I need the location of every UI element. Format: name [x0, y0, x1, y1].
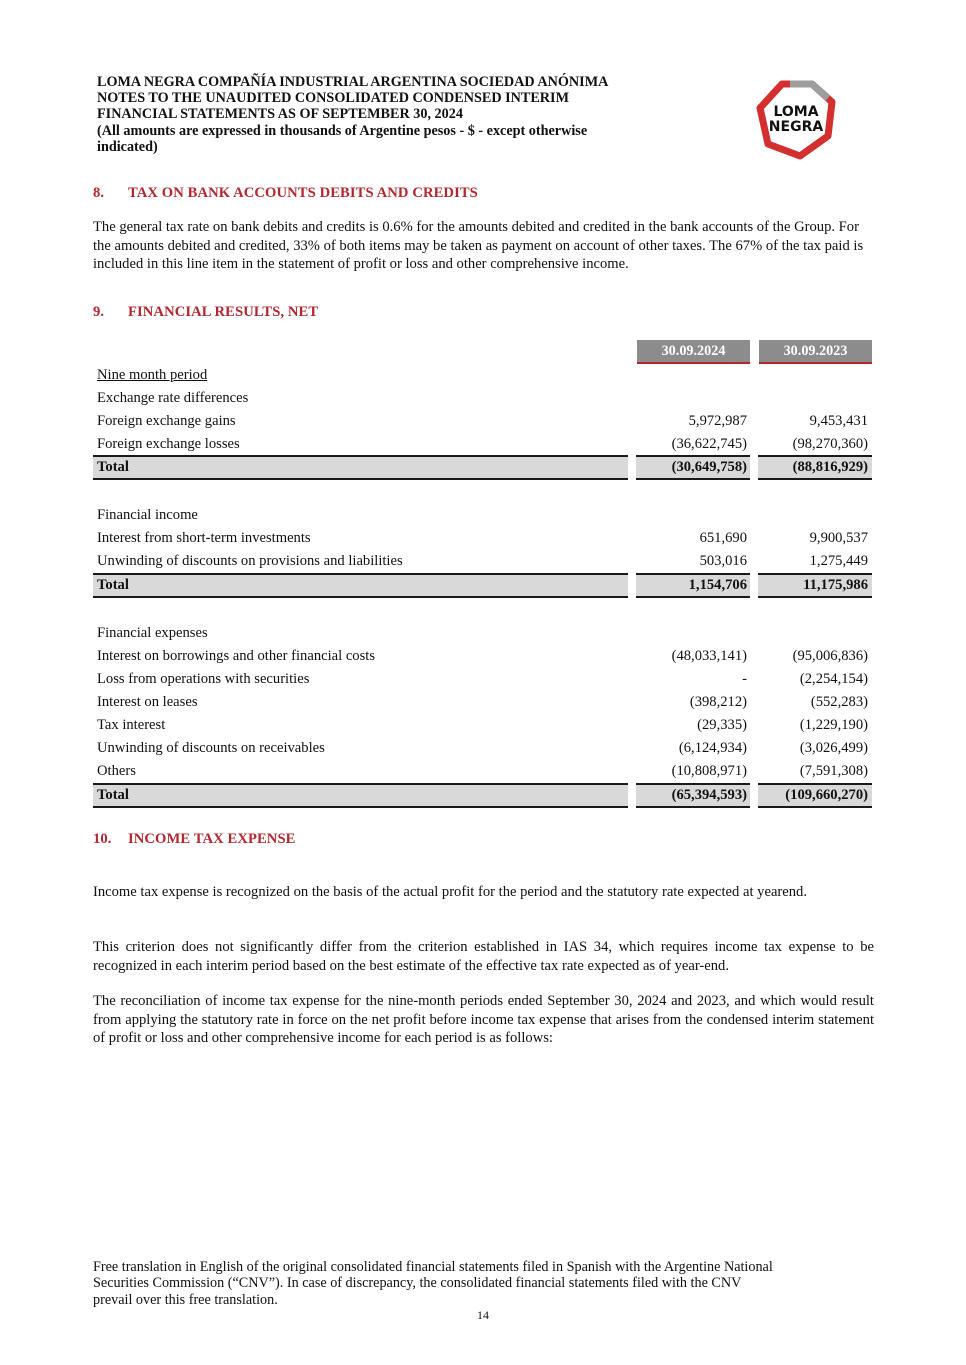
table-row [93, 527, 873, 550]
total-2024: 1,154,706 [688, 577, 747, 593]
section-8-heading: TAX ON BANK ACCOUNTS DEBITS AND CREDITS [128, 185, 478, 201]
page-number: 14 [477, 1308, 489, 1322]
total-label: Total [97, 459, 129, 475]
section-10-paragraph-2: This criterion does not significantly differ from the criterion established in IAS 34, which requires income tax expense to be recognized in each interim period based on the best estimate of the effective tax rate expected as of year-end. [93, 939, 874, 974]
value-2024: 503,016 [699, 553, 747, 569]
section-9-number: 9. [93, 304, 105, 320]
section-9-heading: FINANCIAL RESULTS, NET [128, 304, 319, 320]
section-8-number: 8. [93, 185, 105, 201]
total-2024: (65,394,593) [671, 787, 747, 803]
total-2023: (109,660,270) [785, 787, 868, 803]
group-heading: Financial expenses [97, 625, 208, 641]
value-2024: 5,972,987 [688, 413, 747, 429]
total-band [93, 783, 628, 808]
value-2024: (48,033,141) [671, 648, 747, 664]
value-2024: 651,690 [699, 530, 747, 546]
total-row [93, 783, 873, 806]
row-label: Loss from operations with securities [97, 671, 310, 687]
section-8-paragraph: The general tax rate on bank debits and credits is 0.6% for the amounts debited and credited in the bank accounts of the Group. For the amounts debited and credited, 33% of both items may be taken as payment on account of other taxes. The 67% of the tax paid is included in this line item in the statement of profit or loss and other comprehensive income. [93, 219, 864, 272]
section-10-title [93, 831, 296, 848]
company-name: LOMA NEGRA COMPAÑÍA INDUSTRIAL ARGENTINA SOCIEDAD ANÓNIMA [97, 74, 609, 90]
table-row [93, 760, 873, 783]
row-label: Interest on borrowings and other financial costs [97, 648, 376, 664]
row-label: Unwinding of discounts on provisions and liabilities [97, 553, 403, 569]
column-header-2024: 30.09.2024 [637, 340, 750, 364]
group-heading: Exchange rate differences [97, 390, 249, 406]
table-row [93, 714, 873, 737]
total-2023: 11,175,986 [803, 577, 868, 593]
value-2023: (1,229,190) [799, 717, 868, 733]
value-2023: (7,591,308) [799, 763, 868, 779]
disclaimer-line: Securities Commission (“CNV”). In case of discrepancy, the consolidated financial statements filed with the CNV [93, 1275, 742, 1292]
period-label: Nine month period [97, 367, 208, 383]
total-band [93, 455, 628, 480]
table-row [93, 737, 873, 760]
total-band [93, 573, 628, 598]
row-label: Others [97, 763, 136, 779]
section-10-paragraph-1: Income tax expense is recognized on the basis of the actual profit for the period and the statutory rate expected at yearend. [93, 884, 807, 900]
table-row [93, 691, 873, 714]
document-header [97, 74, 737, 155]
currency-note-line-2: indicated) [97, 138, 158, 155]
total-label: Total [97, 787, 129, 803]
section-10-number: 10. [93, 831, 112, 847]
table-row [93, 645, 873, 668]
section-9-title [93, 304, 318, 321]
group-heading: Financial income [97, 507, 198, 523]
notes-title-line-2: FINANCIAL STATEMENTS AS OF SEPTEMBER 30, 2024 [97, 106, 463, 123]
section-10-heading: INCOME TAX EXPENSE [128, 831, 296, 847]
table-row [93, 410, 873, 433]
value-2024: - [742, 671, 747, 687]
group-heading-row [93, 504, 873, 527]
value-2024: (29,335) [697, 717, 747, 733]
section-8-title [93, 185, 478, 202]
value-2024: (6,124,934) [678, 740, 747, 756]
disclaimer-line: Free translation in English of the original consolidated financial statements filed in Spanish with the Argentine National [93, 1259, 773, 1275]
table-row [93, 433, 873, 456]
total-label: Total [97, 577, 129, 593]
group-heading-row [93, 622, 873, 645]
row-label: Tax interest [97, 717, 166, 733]
logo-text-loma: LOMA [773, 104, 819, 120]
period-label-row [93, 364, 873, 387]
value-2023: 1,275,449 [809, 553, 868, 569]
total-row [93, 573, 873, 596]
row-label: Foreign exchange gains [97, 413, 236, 429]
row-label: Foreign exchange losses [97, 436, 240, 452]
logo-ring-grey [790, 84, 828, 98]
total-2024: (30,649,758) [671, 459, 747, 475]
currency-note-line-1: (All amounts are expressed in thousands of Argentine pesos - $ - except otherwise [97, 122, 588, 139]
value-2023: (3,026,499) [799, 740, 868, 756]
disclaimer-line: prevail over this free translation. [93, 1291, 278, 1308]
column-header-2023: 30.09.2023 [759, 340, 872, 364]
value-2023: (2,254,154) [799, 671, 868, 687]
value-2024: (10,808,971) [671, 763, 747, 779]
table-row [93, 550, 873, 573]
value-2023: 9,900,537 [809, 530, 868, 546]
group-heading-row [93, 387, 873, 410]
row-label: Unwinding of discounts on receivables [97, 740, 325, 756]
table-row [93, 668, 873, 691]
value-2023: 9,453,431 [809, 413, 868, 429]
notes-title-line-1: NOTES TO THE UNAUDITED CONSOLIDATED CONDENSED INTERIM [97, 90, 569, 107]
total-2023: (88,816,929) [792, 459, 868, 475]
value-2024: (398,212) [689, 694, 747, 710]
row-label: Interest from short-term investments [97, 530, 311, 546]
value-2023: (95,006,836) [792, 648, 868, 664]
translation-disclaimer [93, 1259, 883, 1308]
total-row [93, 455, 873, 478]
logo-text-negra: NEGRA [768, 119, 824, 135]
row-label: Interest on leases [97, 694, 198, 710]
value-2023: (98,270,360) [792, 436, 868, 452]
value-2023: (552,283) [810, 694, 868, 710]
loma-negra-logo [752, 78, 842, 160]
value-2024: (36,622,745) [671, 436, 747, 452]
section-10-paragraph-3: The reconciliation of income tax expense for the nine-month periods ended September 30, 2024 and 2023, and which would result from applying the statutory rate in force on the net profit before income tax expense that arises from the condensed interim statement of profit or loss and other comprehensive income for each period is as follows: [93, 993, 874, 1046]
